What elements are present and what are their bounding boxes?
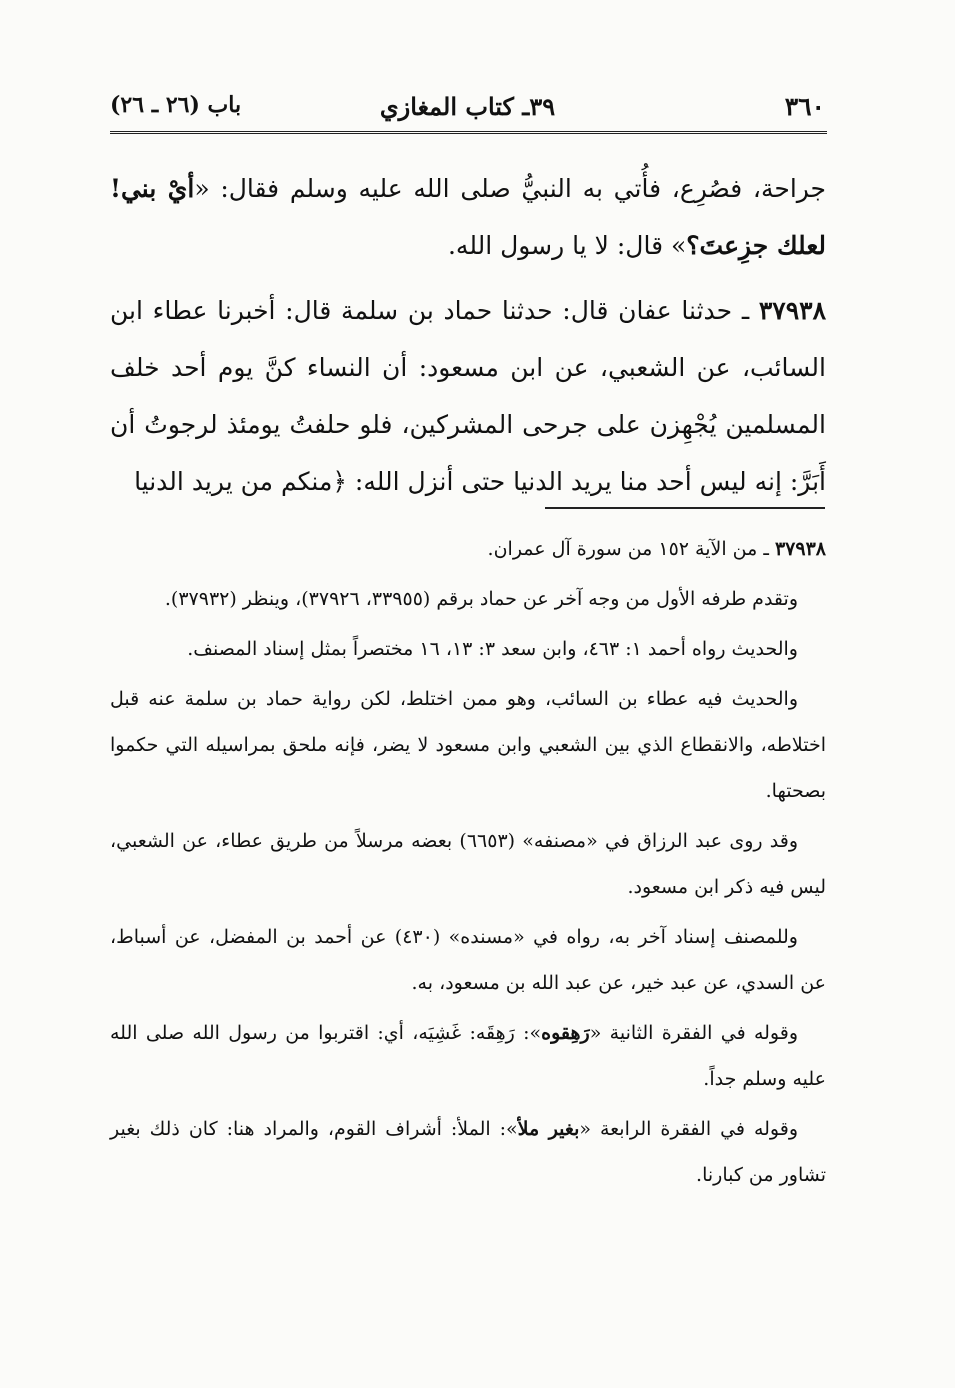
footnote-number: ٣٧٩٣٨ bbox=[774, 538, 826, 560]
footnote-rule bbox=[545, 507, 825, 509]
footnote-text: وقوله في الفقرة الثانية « bbox=[589, 1022, 798, 1044]
prophet-quote: أيْ بني! لعلك جزِعتَ؟ bbox=[110, 174, 826, 260]
paragraph-text: جراحة، فصُرِع، فأُتي به النبيُّ صلى الله عليه وسلم فقال: « bbox=[194, 174, 827, 203]
footnote-text: »: رَهِقَه: غَشِيَه، أي: اقتربوا من رسول الله صلى الله عليه وسلم جداً. bbox=[110, 1022, 826, 1090]
main-text bbox=[110, 160, 826, 510]
header-rule bbox=[110, 131, 827, 134]
footnote-text: وقوله في الفقرة الرابعة « bbox=[579, 1118, 798, 1140]
hadith-text: ـ حدثنا عفان قال: حدثنا حماد بن سلمة قال: أخبرنا عطاء ابن السائب، عن الشعبي، عن ابن مسعود: أن النساء كنَّ يوم أحد خلف المسلمين يُجْهِزن على جرحى المشركين، فلو حلفتُ يومئذ لرجوتُ أن أَبَرَّ: إنه ليس أحد منا يريد الدنيا حتى أنزل الله: ﴿منكم من يريد الدنيا bbox=[110, 296, 826, 496]
paragraph-continuation bbox=[110, 160, 826, 274]
chapter-title: ٣٩ـ كتاب المغازي bbox=[379, 92, 556, 121]
paragraph-text: » قال: لا يا رسول الله. bbox=[447, 231, 687, 260]
running-header bbox=[110, 88, 825, 128]
footnote: والحديث رواه أحمد ١: ٤٦٣، وابن سعد ٣: ١٣، ١٦ مختصراً بمثل إسناد المصنف. bbox=[187, 638, 798, 660]
quoted-term: رَهِقوه bbox=[541, 1022, 590, 1044]
footnotes bbox=[110, 526, 826, 1198]
quoted-term: بغير ملأ bbox=[517, 1118, 580, 1140]
footnote bbox=[110, 526, 826, 572]
footnote: وللمصنف إسناد آخر به، رواه في «مسنده» (٤٣٠) عن أحمد بن المفضل، عن أسباط، عن السدي، عن عبد خير، عن عبد الله بن مسعود، به. bbox=[110, 926, 826, 994]
footnote bbox=[110, 1106, 826, 1198]
page-number: ٣٦٠ bbox=[784, 92, 825, 121]
footnote: وقد روى عبد الرزاق في «مصنفه» (٦٦٥٣) بعضه مرسلاً من طريق عطاء، عن الشعبي، ليس فيه ذكر ابن مسعود. bbox=[110, 830, 826, 898]
footnote bbox=[110, 1010, 826, 1102]
hadith-number: ٣٧٩٣٨ bbox=[758, 296, 826, 325]
footnote: والحديث فيه عطاء بن السائب، وهو ممن اختلط، لكن رواية حماد بن سلمة عنه قبل اختلاطه، والانقطاع الذي بين الشعبي وابن مسعود لا يضر، فإنه ملحق بمراسيله التي حكموا بصحتها. bbox=[110, 688, 826, 802]
footnote-text: »: الملأ: أشراف القوم، والمراد هنا: كان ذلك بغير تشاور من كبارنا. bbox=[110, 1118, 826, 1186]
hadith-paragraph bbox=[110, 282, 826, 510]
chapter-range: باب (٢٦ ـ ٢٦) bbox=[110, 92, 242, 118]
footnote-text: ـ من الآية ١٥٢ من سورة آل عمران. bbox=[487, 538, 775, 560]
footnote: وتقدم طرفه الأول من وجه آخر عن حماد برقم (٣٣٩٥٥، ٣٧٩٢٦)، وينظر (٣٧٩٣٢). bbox=[164, 588, 798, 610]
